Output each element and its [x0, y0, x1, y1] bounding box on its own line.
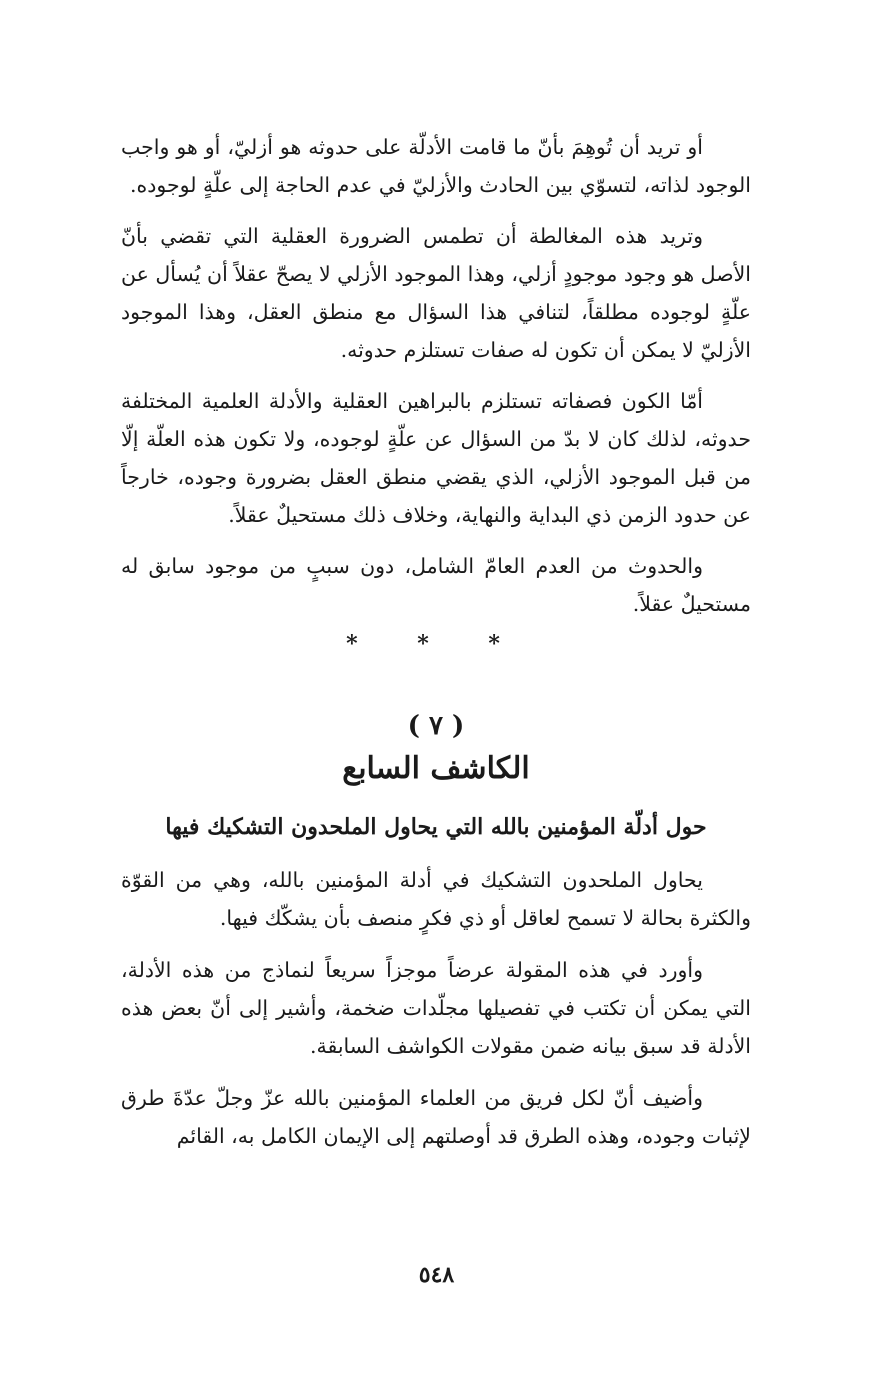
- page-body: [121, 128, 751, 1155]
- chapter-title: الكاشف السابع: [342, 751, 530, 786]
- paragraph-3: أمّا الكون فصفاته تستلزم بالبراهين العقلية والأدلة العلمية المختلفة حدوثه، لذلك كان لا بدّ من السؤال عن علّةٍ لوجوده، ولا تكون هذه العلّة إلّا من قبل الموجود الأزلي، الذي يقضي منطق العقل بضرورة وجوده، خارجاً عن حدود الزمن ذي البداية والنهاية، وخلاف ذلك مستحيلٌ عقلاً.: [121, 389, 751, 527]
- page-number: ٥٤٨: [418, 1262, 455, 1288]
- text-section-chapter-body: [121, 861, 751, 1155]
- paragraph-4: والحدوث من العدم العامّ الشامل، دون سببٍ من موجود سابق له مستحيلٌ عقلاً.: [121, 554, 751, 616]
- paragraph-7: وأضيف أنّ لكل فريق من العلماء المؤمنين بالله عزّ وجلّ عدّةَ طرق لإثبات وجوده، وهذه الطرق قد أوصلتهم إلى الإيمان الكامل به، القائم: [121, 1086, 751, 1148]
- paragraph-2: وتريد هذه المغالطة أن تطمس الضرورة العقلية التي تقضي بأنّ الأصل هو وجود موجودٍ أزلي، وهذا الموجود الأزلي لا يصحّ عقلاً أن يُسأل عن علّةٍ لوجوده مطلقاً، لتنافي هذا السؤال مع منطق العقل، وهذا الموجود الأزليّ لا يمكن أن تكون له صفات تستلزم حدوثه.: [121, 224, 751, 362]
- chapter-number: ( ٧ ): [407, 711, 465, 741]
- paragraph-6: وأورد في هذه المقولة عرضاً موجزاً سريعاً لنماذج من هذه الأدلة، التي يمكن أن تكتب في تفصيلها مجلّدات ضخمة، وأشير إلى أنّ بعض هذه الأدلة قد سبق بيانه ضمن مقولات الكواشف السابقة.: [121, 958, 751, 1058]
- section-separator: * * *: [346, 631, 526, 657]
- text-section-before-chapter: [121, 128, 751, 623]
- chapter-subtitle: حول أدلّة المؤمنين بالله التي يحاول الملحدون التشكيك فيها: [165, 814, 707, 840]
- paragraph-1: أو تريد أن تُوهِمَ بأنّ ما قامت الأدلّة على حدوثه هو أزليّ، أو هو واجب الوجود لذاته، لتسوّي بين الحادث والأزليّ في عدم الحاجة إلى علّةٍ لوجوده.: [121, 135, 751, 197]
- paragraph-5: يحاول الملحدون التشكيك في أدلة المؤمنين بالله، وهي من القوّة والكثرة بحالة لا تسمح لعاقل أو ذي فكرٍ منصف بأن يشكّك فيها.: [121, 868, 751, 930]
